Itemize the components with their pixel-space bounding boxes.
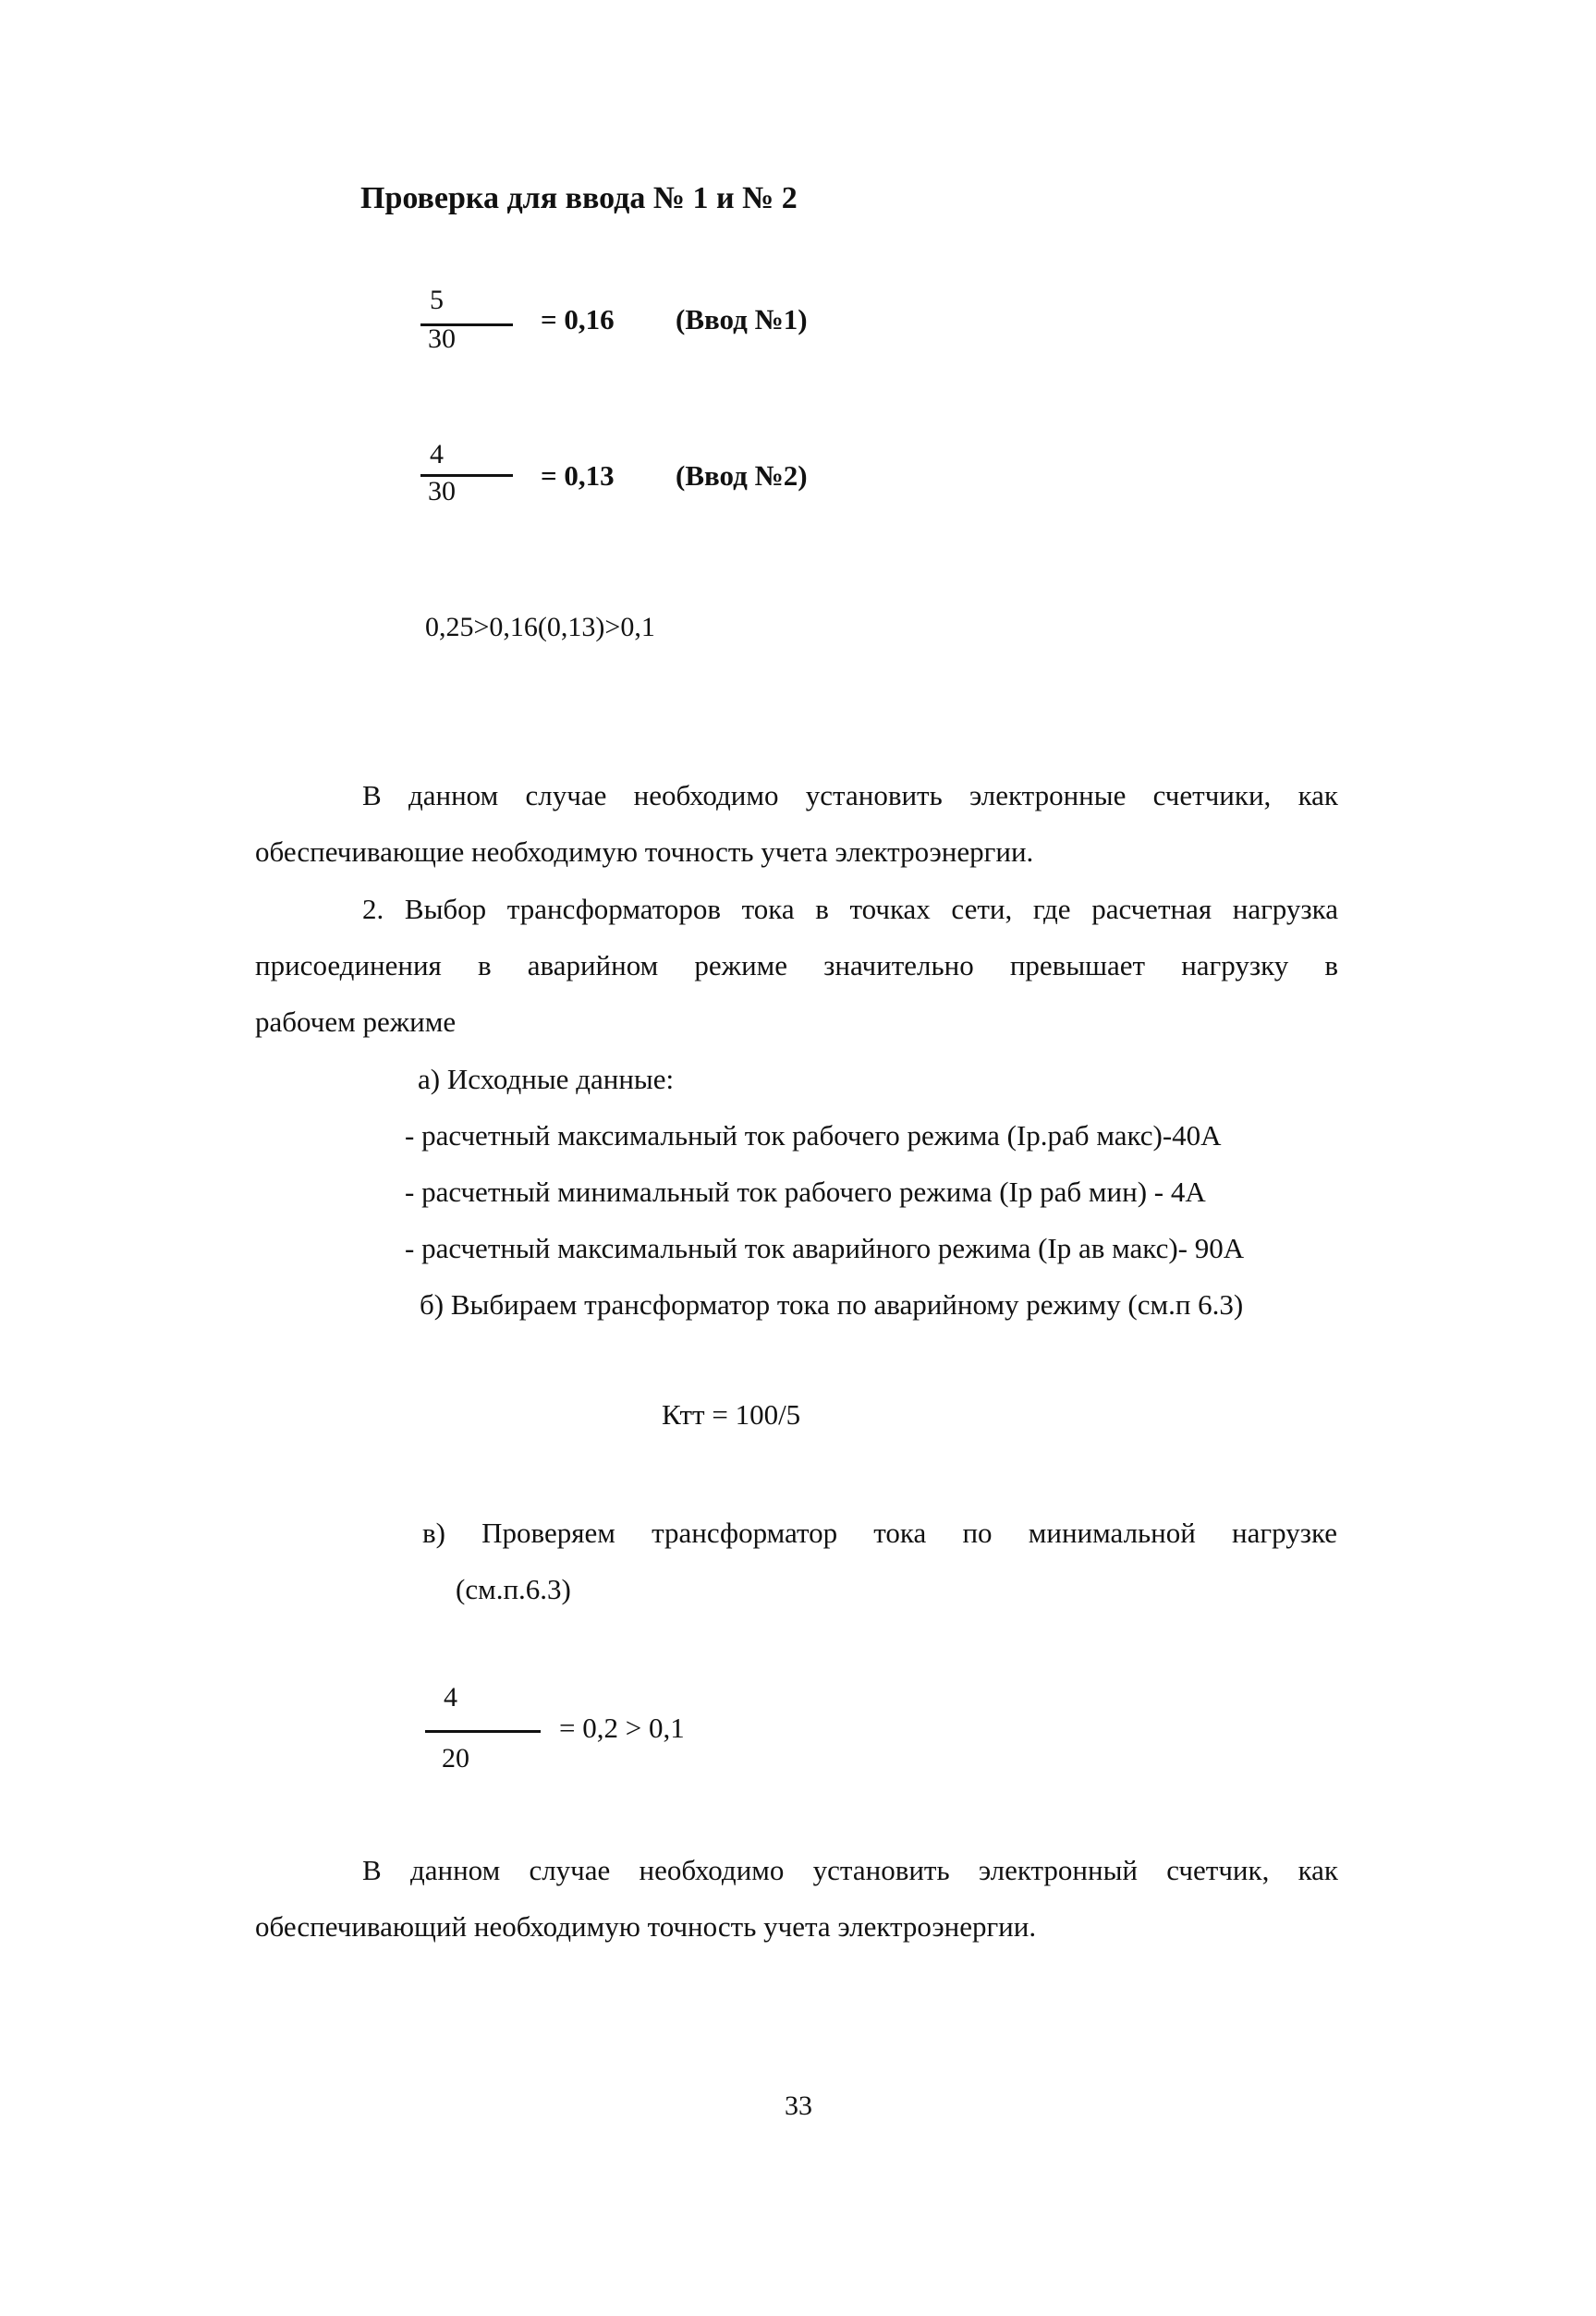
fraction-numerator: 5: [430, 285, 444, 315]
step-b: б) Выбираем трансформатор тока по аварийному режиму (см.п 6.3): [420, 1288, 1244, 1321]
fraction-label: (Ввод №2): [676, 459, 808, 492]
fraction-result: = 0,2 > 0,1: [559, 1712, 685, 1744]
fraction-numerator: 4: [430, 439, 444, 469]
paragraph-line: В данном случае необходимо установить электронные счетчики, как: [362, 779, 1338, 811]
fraction-denominator: 20: [442, 1743, 469, 1774]
paragraph-line: рабочем режиме: [255, 1006, 457, 1038]
list-item: - расчетный максимальный ток рабочего режима (Iр.раб макс)-40А: [405, 1119, 1222, 1152]
fraction-input-2: [420, 439, 836, 513]
conclusion-paragraph-2: [255, 1842, 1338, 1955]
conclusion-paragraph-1: [255, 767, 1338, 880]
fraction-bar: [425, 1730, 541, 1733]
inequality: 0,25>0,16(0,13)>0,1: [425, 612, 655, 642]
fraction-denominator: 30: [428, 476, 456, 506]
fraction-label: (Ввод №1): [676, 303, 808, 335]
paragraph-line: присоединения в аварийном режиме значительно превышает нагрузку в: [255, 949, 1338, 981]
step-v-paragraph: [422, 1505, 1337, 1617]
paragraph-line: В данном случае необходимо установить электронный счетчик, как: [362, 1854, 1338, 1886]
fraction-input-1: [420, 285, 836, 359]
list-item: - расчетный максимальный ток аварийного режима (Iр ав макс)- 90А: [405, 1232, 1245, 1264]
section-heading: Проверка для ввода № 1 и № 2: [360, 181, 798, 215]
fraction-denominator: 30: [428, 323, 456, 354]
paragraph-line: обеспечивающие необходимую точность учета электроэнергии.: [255, 835, 1034, 868]
fraction-numerator: 4: [444, 1682, 457, 1713]
fraction-result: = 0,13: [541, 459, 615, 492]
paragraph-line: в) Проверяем трансформатор тока по минимальной нагрузке: [422, 1517, 1337, 1549]
fraction-result: = 0,16: [541, 303, 615, 335]
paragraph-line: (см.п.6.3): [456, 1573, 571, 1605]
fraction-check: [425, 1682, 795, 1784]
page-number: 33: [785, 2090, 812, 2121]
paragraph-line: 2. Выбор трансформаторов тока в точках сети, где расчетная нагрузка: [362, 893, 1338, 925]
source-data-title: а) Исходные данные:: [418, 1063, 675, 1095]
source-data-list: [405, 1051, 1244, 1333]
paragraph-line: обеспечивающий необходимую точность учета электроэнергии.: [255, 1910, 1037, 1943]
ktt-formula: Ктт = 100/5: [662, 1398, 801, 1431]
section-2-paragraph: [255, 881, 1338, 1050]
list-item: - расчетный минимальный ток рабочего режима (Iр раб мин) - 4А: [405, 1176, 1206, 1208]
